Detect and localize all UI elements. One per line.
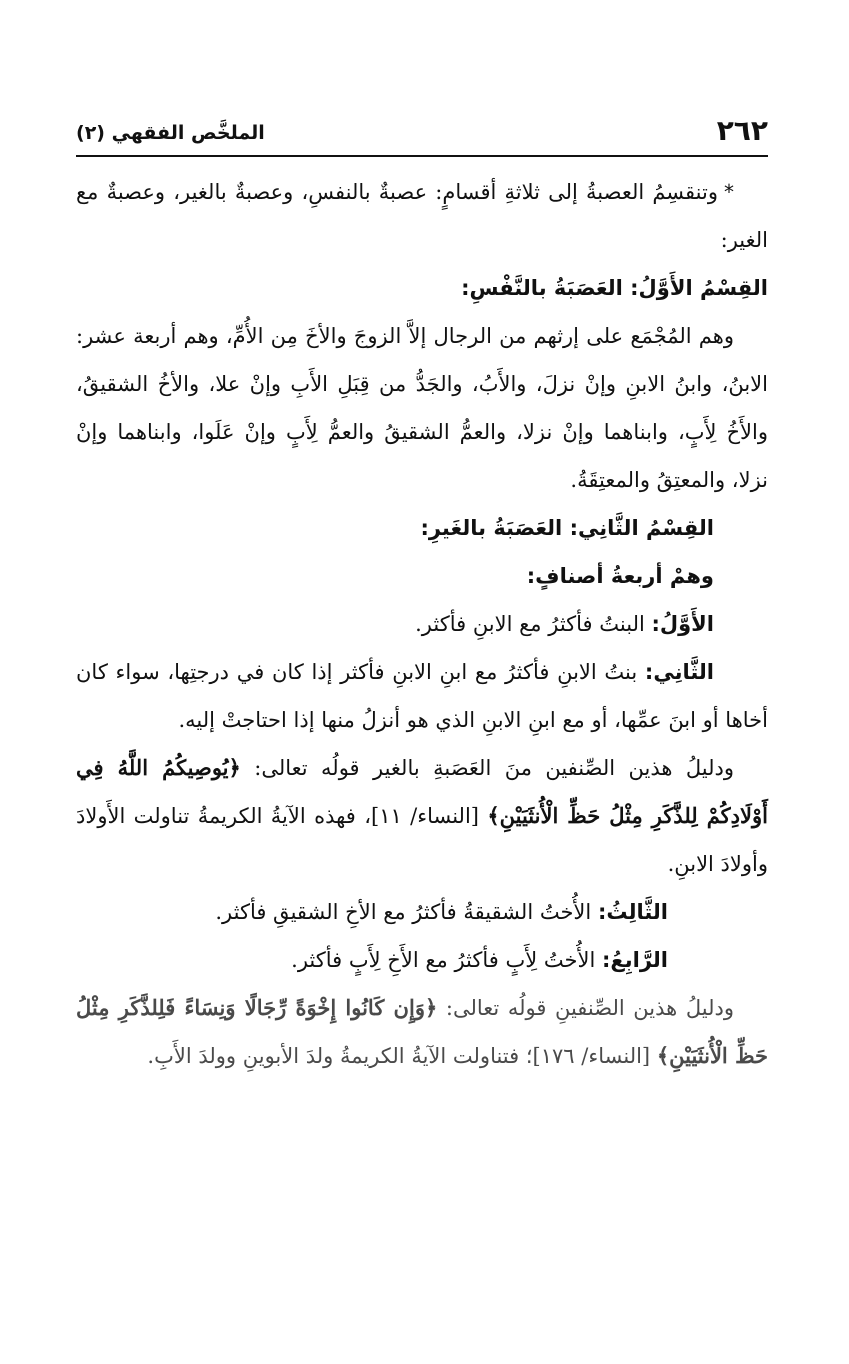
- section1-paragraph: وهم المُجْمَع على إرثهم من الرجال إلاَّ الزوجَ والأخَ مِن الأُمِّ، وهم أربعة عشر: الابنُ، وابنُ الابنِ وإنْ نزلَ، والأَبُ، والجَدُّ من قِبَلِ الأَبِ وإنْ علا، والأخُ الشقيقُ، والأَخُ لِأَبٍ، وابناهما وإنْ نزلا، والعمُّ الشقيقُ والعمُّ لِأَبٍ وإنْ عَلَوا، وابناهما وإنْ نزلا، والمعتِقُ والمعتِقَةُ.: [76, 324, 768, 492]
- header-rule: [76, 155, 768, 157]
- item-second-label: الثَّانِي:: [644, 660, 714, 684]
- page-number: ٢٦٢: [716, 114, 768, 147]
- item-third: [76, 888, 768, 936]
- section1-heading: القِسْمُ الأَوَّلُ: العَصَبَةُ بالنَّفْسِ:: [461, 276, 768, 300]
- page-body: [76, 168, 768, 1080]
- evidence1-ayah: ﴿يُوصِيكُمُ اللَّهُ فِي أَوْلَادِكُمْ لِلذَّكَرِ مِثْلُ حَظِّ الْأُنثَيَيْنِ﴾: [76, 755, 768, 828]
- item-fourth: [76, 936, 768, 984]
- item-first-label: الأَوَّلُ:: [651, 612, 714, 636]
- evidence2-tail: فتناولت الآيةُ الكريمةُ ولدَ الأبوينِ وولدَ الأَبِ.: [147, 1044, 520, 1068]
- intro-text: وتنقسِمُ العصبةُ إلى ثلاثةِ أقسامٍ: عصبةٌ بالنفسِ، وعصبةٌ بالغير، وعصبةٌ مع الغير:: [76, 180, 768, 252]
- item-first-text: البنتُ فأكثرُ مع الابنِ فأكثر.: [415, 612, 645, 636]
- section2-heading: القِسْمُ الثَّانِي: العَصَبَةُ بالغَيرِ:: [420, 516, 714, 540]
- evidence2-paragraph: [76, 984, 768, 1080]
- running-title: الملخَّص الفقهي (٢): [76, 122, 265, 144]
- item-fourth-label: الرَّابِعُ:: [602, 948, 668, 972]
- evidence1-tail: فهذه الآيةُ الكريمةُ تناولت الأَولادَ وأولادَ الابنِ.: [76, 804, 768, 876]
- evidence1-paragraph: [76, 744, 768, 888]
- evidence1-lead: ودليلُ هذين الصِّنفين منَ العَصَبةِ بالغير قولُه تعالى:: [254, 756, 734, 780]
- section2-subheading: وهمْ أربعةُ أصنافٍ:: [526, 564, 714, 588]
- intro-paragraph: [76, 168, 768, 264]
- item-second-text: بنتُ الابنِ فأكثرُ مع ابنِ الابنِ فأكثر إذا كان في درجتِها، سواء كان أخاها أو ابنَ عمِّها، أو مع ابنِ الابنِ الذي هو أنزلُ منها إذا احتاجتْ إليه.: [76, 660, 768, 732]
- item-fourth-text: الأُختُ لِأَبٍ فأكثرُ مع الأَخِ لِأَبٍ فأكثر.: [291, 948, 596, 972]
- item-third-text: الأُختُ الشقيقةُ فأكثرُ مع الأخِ الشقيقِ فأكثر.: [215, 900, 592, 924]
- item-third-label: الثَّالِثُ:: [597, 900, 668, 924]
- evidence2-lead: ودليلُ هذين الصِّنفينِ قولُه تعالى:: [445, 996, 734, 1020]
- item-first: [76, 600, 768, 648]
- evidence2-ref: [النساء/ ١٧٦]؛: [525, 1044, 651, 1068]
- evidence2-ayah: ﴿وَإِن كَانُوا إِخْوَةً رِّجَالًا وَنِسَاءً فَلِلذَّكَرِ مِثْلُ حَظِّ الْأُنثَيَيْنِ﴾: [76, 995, 768, 1068]
- evidence1-ref: [النساء/ ١١]،: [364, 804, 479, 828]
- page-header: [76, 108, 768, 152]
- star-bullet-icon: *: [724, 180, 734, 204]
- item-second: [76, 648, 768, 744]
